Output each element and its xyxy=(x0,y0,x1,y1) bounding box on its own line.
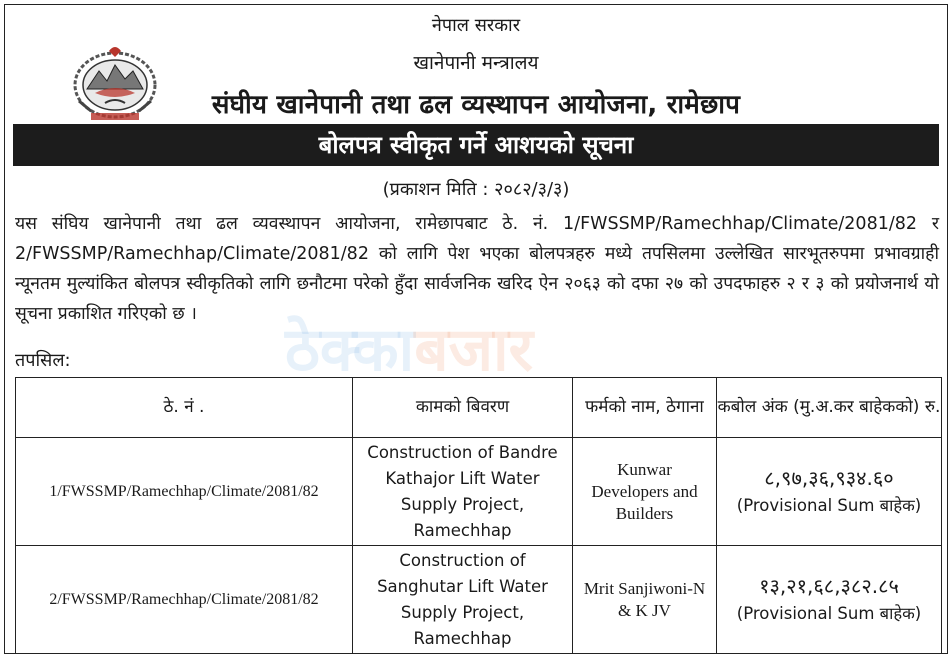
award-table xyxy=(15,377,942,654)
watermark-part-2: बजार xyxy=(414,315,534,385)
row-amount: ८,९७,३६,९३४.६० xyxy=(764,465,894,490)
row-description: Construction of Sanghutar Lift Water Supply Project, Ramechhap xyxy=(353,546,573,654)
row-amount-note: (Provisional Sum बाहेक) xyxy=(736,495,922,515)
project-name: संघीय खानेपानी तथा ढल व्यस्थापन आयोजना, रामेछाप xyxy=(211,90,741,120)
row-ref: 2/FWSSMP/Ramechhap/Climate/2081/82 xyxy=(16,546,353,654)
table-header-row xyxy=(16,378,942,438)
header-firm: फर्मको नाम, ठेगाना xyxy=(573,378,717,438)
notice-body: यस संघिय खानेपानी तथा ढल व्यवस्थापन आयोजना, रामेछापबाट ठे. नं. 1/FWSSMP/Ramechhap/Climate/2081/82 र 2/FWSSMP/Ramechhap/Climate/2081/82 को लागि पेश भएका बोलपत्रहरु मध्ये तपसिलमा उल्लेखित सारभूतरुपमा प्रभावग्राही न्यूनतम मुल्यांकित बोलपत्र स्वीकृतिको लागि छनौटमा परेको हुँदा सार्वजनिक खरिद ऐन २०६३ को दफा २७ को उपदफाहरु २ र ३ को प्रयोजनार्थ यो सूचना प्रकाशित गरिएको छ । xyxy=(15,214,939,324)
header-ref: ठे. नं . xyxy=(16,378,353,438)
row-description: Construction of Bandre Kathajor Lift Water Supply Project, Ramechhap xyxy=(353,438,573,546)
header-description: कामको बिवरण xyxy=(353,378,573,438)
row-amount: १३,२१,६८,३८२.८५ xyxy=(759,573,899,598)
table-row xyxy=(16,546,942,654)
row-firm: Mrit Sanjiwoni-N & K JV xyxy=(573,546,717,654)
publication-date: (प्रकाशन मिति : २०८२/३/३) xyxy=(382,179,570,200)
row-amount-cell xyxy=(717,546,942,654)
header-amount: कबोल अंक (मु.अ.कर बाहेकको) रु. xyxy=(717,378,942,438)
tapasil-label: तपसिल: xyxy=(15,350,71,371)
row-firm: Kunwar Developers and Builders xyxy=(573,438,717,546)
watermark-part-1: ठेक्का xyxy=(285,315,415,385)
government-name: नेपाल सरकार xyxy=(431,15,521,36)
row-ref: 1/FWSSMP/Ramechhap/Climate/2081/82 xyxy=(16,438,353,546)
ministry-name: खानेपानी मन्त्रालय xyxy=(413,52,539,74)
row-amount-cell xyxy=(717,438,942,546)
table-row xyxy=(16,438,942,546)
notice-document xyxy=(4,4,948,654)
notice-title: बोलपत्र स्वीकृत गर्ने आशयको सूचना xyxy=(13,124,939,166)
row-amount-note: (Provisional Sum बाहेक) xyxy=(736,603,922,623)
